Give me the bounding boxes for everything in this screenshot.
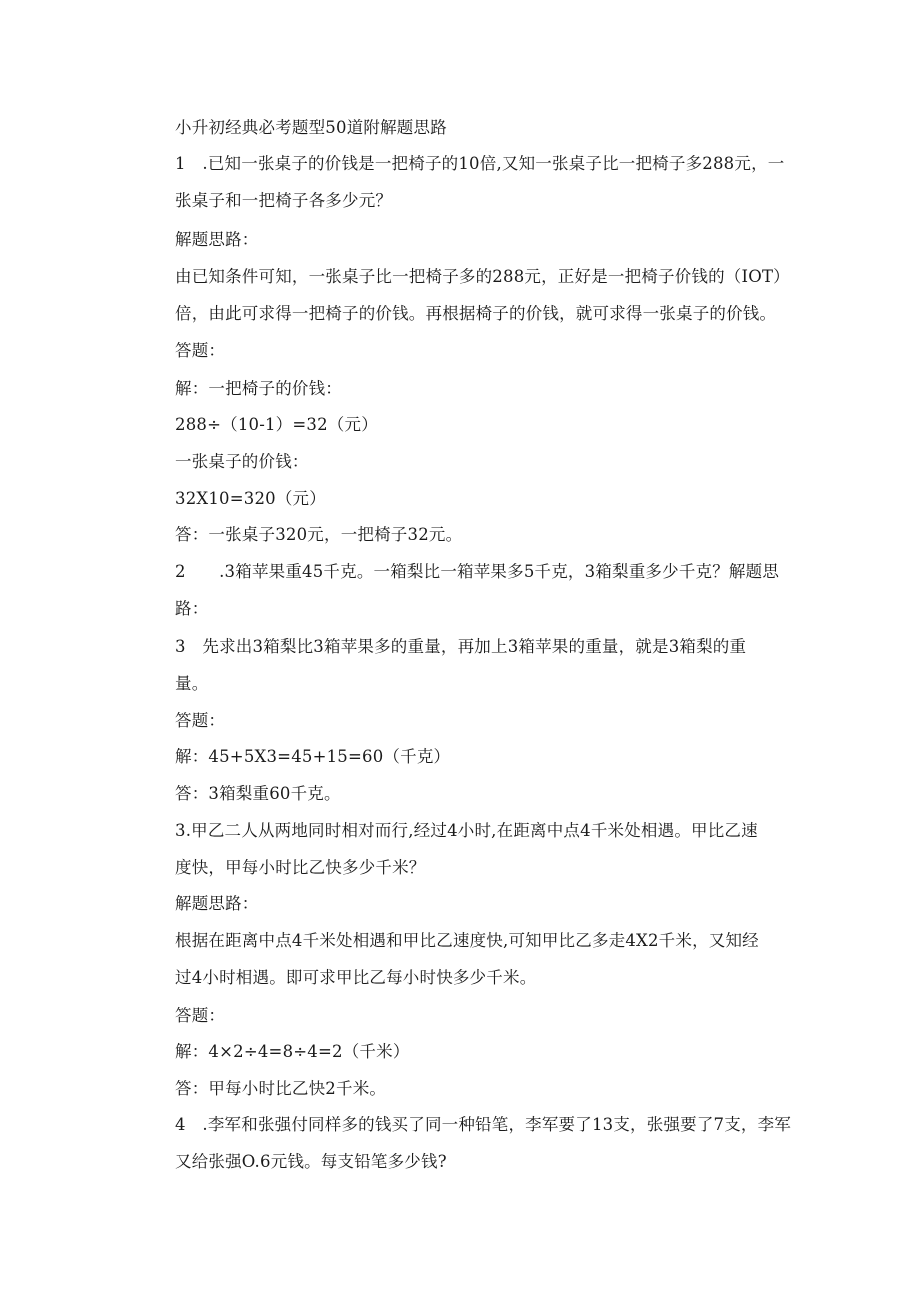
answer-label-1: 答题： xyxy=(175,341,226,360)
answer-3-result: 答：甲每小时比乙快2千米。 xyxy=(175,1079,387,1098)
solution-2-line-1: 3 先求出3箱梨比3箱苹果多的重量，再加上3箱苹果的重量，就是3箱梨的重 xyxy=(175,637,747,656)
question-1-line-2: 张桌子和一把椅子各多少元？ xyxy=(175,191,393,210)
answer-1-step-3: 一张桌子的价钱： xyxy=(175,452,309,471)
question-2-line-2: 路： xyxy=(175,599,209,618)
answer-label-3: 答题： xyxy=(175,1006,226,1025)
solution-2-line-2: 量。 xyxy=(175,674,209,693)
solution-3-line-2: 过4小时相遇。即可求甲比乙每小时快多少千米。 xyxy=(175,968,537,987)
solution-1-line-1: 由已知条件可知，一张桌子比一把椅子多的288元，正好是一把椅子价钱的（IOT） xyxy=(175,267,790,286)
answer-3-step-1: 解：4×2÷4=8÷4=2（千米） xyxy=(175,1042,410,1061)
question-4-line-1: 4 .李军和张强付同样多的钱买了同一种铅笔，李军要了13支，张强要了7支，李军 xyxy=(175,1115,792,1134)
answer-1-result: 答：一张桌子320元，一把椅子32元。 xyxy=(175,525,463,544)
solution-approach-label-1: 解题思路： xyxy=(175,230,259,249)
document-title: 小升初经典必考题型50道附解题思路 xyxy=(175,118,447,137)
question-1-line-1: 1 .已知一张桌子的价钱是一把椅子的10倍,又知一张桌子比一把椅子多288元，一 xyxy=(175,154,785,173)
question-3-line-1: 3.甲乙二人从两地同时相对而行,经过4小时,在距离中点4千米处相遇。甲比乙速 xyxy=(175,821,758,840)
answer-1-step-4: 32X10=320（元） xyxy=(175,489,326,508)
answer-2-result: 答：3箱梨重60千克。 xyxy=(175,784,341,803)
answer-label-2: 答题： xyxy=(175,711,226,730)
question-4-line-2: 又给张强O.6元钱。每支铅笔多少钱? xyxy=(175,1152,447,1171)
question-2-line-1: 2 .3箱苹果重45千克。一箱梨比一箱苹果多5千克，3箱梨重多少千克？解题思 xyxy=(175,562,780,581)
answer-2-step-1: 解：45+5X3=45+15=60（千克） xyxy=(175,747,451,766)
solution-approach-label-3: 解题思路： xyxy=(175,894,259,913)
answer-1-step-2: 288÷（10-1）=32（元） xyxy=(175,415,378,434)
answer-1-step-1: 解：一把椅子的价钱： xyxy=(175,379,342,398)
solution-1-line-2: 倍，由此可求得一把椅子的价钱。再根据椅子的价钱，就可求得一张桌子的价钱。 xyxy=(175,304,777,323)
question-3-line-2: 度快，甲每小时比乙快多少千米？ xyxy=(175,858,426,877)
solution-3-line-1: 根据在距离中点4千米处相遇和甲比乙速度快,可知甲比乙多走4X2千米，又知经 xyxy=(175,931,759,950)
